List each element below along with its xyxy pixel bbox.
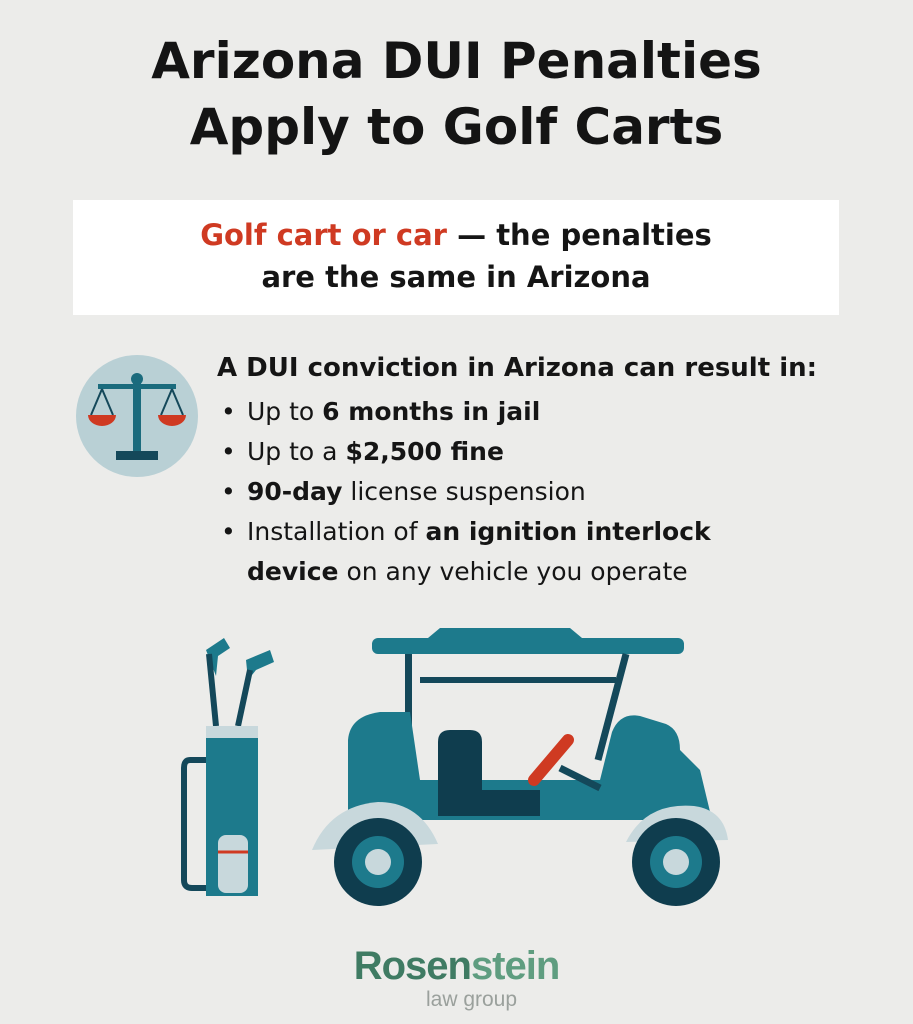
penalties-heading: A DUI conviction in Arizona can result in: [217,353,818,383]
penalty-item [217,432,897,472]
penalty-item [217,392,897,432]
penalties-section [217,348,897,592]
penalty-bold: 6 months in jail [322,397,541,426]
penalty-bold: 90-day [247,477,343,506]
title-line-2: Apply to Golf Carts [189,98,724,156]
penalty-bold: device [247,557,339,586]
penalty-bold: an ignition interlock [425,517,711,546]
golf-cart-icon [312,628,728,906]
penalty-item [217,472,897,512]
penalty-text: Up to [247,397,323,426]
subtitle-banner [73,200,839,315]
rosenstein-logo [0,944,913,1012]
logo-subtitle: law group [425,988,518,1011]
scales-of-justice-icon [76,355,198,477]
golf-bag-icon [184,638,274,896]
golf-illustration [0,620,913,920]
penalties-list [217,392,897,592]
title-line-1: Arizona DUI Penalties [151,32,762,90]
banner-accent: Golf cart or car [200,218,447,252]
logo-brand [0,944,913,988]
penalty-text: license suspension [342,477,586,506]
penalty-text: Installation of [247,517,426,546]
penalty-text: Up to a [247,437,346,466]
logo-brand-part: Rosen [353,944,471,988]
banner-line-1 [73,214,839,256]
banner-rest: — the penalties [447,218,712,252]
page-title [0,28,913,160]
penalty-item [217,512,897,592]
logo-brand-part: stein [470,944,560,988]
penalty-bold: $2,500 fine [345,437,504,466]
banner-line-2: are the same in Arizona [261,260,651,294]
penalty-text: on any vehicle you operate [338,557,688,586]
